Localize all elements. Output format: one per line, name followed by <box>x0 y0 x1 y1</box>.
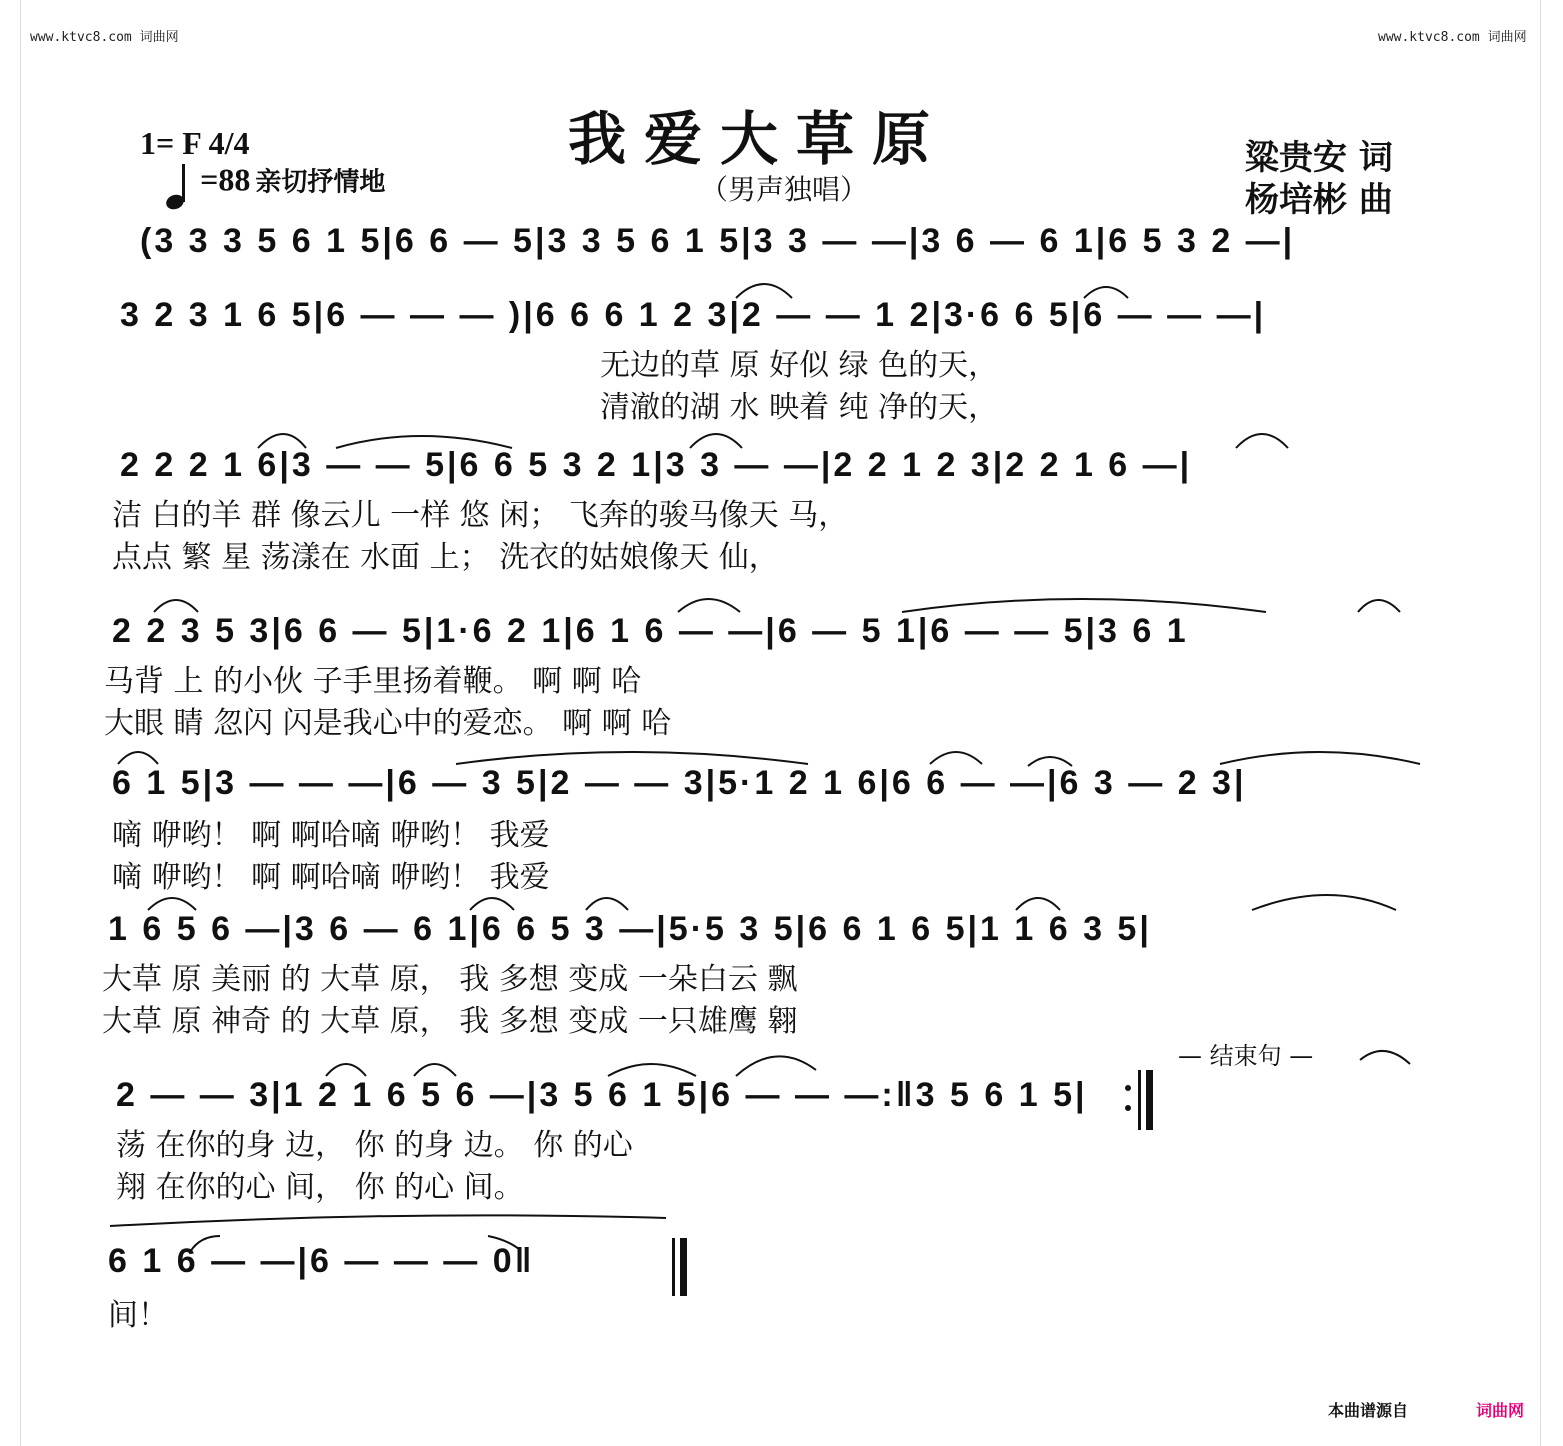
tie-slur <box>456 752 808 764</box>
tie-slur <box>736 1056 816 1076</box>
lyric-row-6-verse-2: 大草 原 神奇 的 大草 原， 我 多想 变成 一只雄鹰 翱 <box>102 1004 798 1039</box>
tempo-description: 亲切抒情地 <box>255 167 386 198</box>
right-watermark-strip <box>1547 0 1561 1446</box>
tie-slur <box>930 752 982 764</box>
tie-slur <box>110 1215 666 1226</box>
ending-phrase-marker: — 结束句 — <box>1178 1042 1314 1070</box>
tie-slur <box>678 599 740 612</box>
tie-slur <box>902 599 1266 612</box>
lyric-row-8-verse-1: 间！ <box>108 1298 168 1333</box>
tie-slur <box>1252 895 1396 910</box>
lyricist-credit: 粱贵安 词 <box>1245 138 1393 178</box>
site-link-left[interactable]: www.ktvc8.com 词曲网 <box>30 30 179 45</box>
score-row-3: 2 2 2 1 6|3 — — 5|6 6 5 3 2 1|3 3 — —|2 2 1 2 3|2 2 1 6 —| <box>120 446 1193 484</box>
tie-slur <box>608 1064 696 1076</box>
lyric-row-3-verse-2: 点点 繁 星 荡漾在 水面 上； 洗衣的姑娘像天 仙， <box>112 540 779 575</box>
repeat-barline-thick <box>1146 1070 1153 1130</box>
tie-slur <box>586 898 628 910</box>
tie-slur <box>148 898 196 910</box>
tie-slur <box>1236 434 1288 448</box>
tempo-marking <box>165 160 385 212</box>
lyric-row-7-verse-1: 荡 在你的身 边， 你 的身 边。 你 的心 <box>116 1128 633 1163</box>
site-link-right[interactable]: www.ktvc8.com 词曲网 <box>1378 30 1527 45</box>
score-row-7: 2 — — 3|1 2 1 6 5 6 —|3 5 6 1 5|6 — — —:‖3 5 6 1 5| <box>116 1076 1088 1114</box>
score-row-8: 6 1 6 — —|6 — — — 0‖ <box>108 1242 535 1280</box>
brand-link[interactable]: 词曲网 <box>1476 1401 1525 1420</box>
composer-credit: 杨培彬 曲 <box>1245 180 1393 220</box>
score-row-4: 2 2 3 5 3|6 6 — 5|1·6 2 1|6 1 6 — —|6 — 5 1|6 — — 5|3 6 1 <box>112 612 1189 650</box>
tie-slur <box>414 1064 456 1076</box>
lyric-row-3-verse-1: 洁 白的羊 群 像云儿 一样 悠 闲； 飞奔的骏马像天 马， <box>112 498 849 533</box>
repeat-barline-thin <box>1138 1070 1141 1130</box>
tie-slur <box>1360 1051 1410 1064</box>
tie-slur <box>1220 752 1420 764</box>
score-row-5: 6 1 5|3 — — —|6 — 3 5|2 — — 3|5·1 2 1 6|6 6 — —|6 3 — 2 3| <box>112 764 1247 802</box>
quarter-note-icon <box>165 160 195 212</box>
tie-slur <box>1358 600 1400 612</box>
lyric-row-4-verse-1: 马背 上 的小伙 子手里扬着鞭。 啊 啊 哈 <box>104 664 642 699</box>
lyric-row-6-verse-1: 大草 原 美丽 的 大草 原， 我 多想 变成 一朵白云 飘 <box>102 962 798 997</box>
tie-slur <box>118 752 158 764</box>
repeat-dot <box>1125 1105 1131 1111</box>
lyric-row-5-verse-2: 嘀 咿哟！ 啊 啊哈嘀 咿哟！ 我爱 <box>112 860 550 895</box>
song-subtitle: （男声独唱） <box>700 173 869 206</box>
lyric-row-2-verse-1: 无边的草 原 好似 绿 色的天， <box>600 348 999 383</box>
final-barline-thin <box>672 1238 675 1296</box>
key-signature: 1= F 4/4 <box>140 125 250 161</box>
left-margin-line <box>20 0 21 1446</box>
lyric-row-2-verse-2: 清澈的湖 水 映着 纯 净的天， <box>600 390 999 425</box>
score-row-6: 1 6 5 6 —|3 6 — 6 1|6 6 5 3 —|5·5 3 5|6 6 1 6 5|1 1 6 3 5| <box>108 910 1152 948</box>
source-label: 本曲谱源自 <box>1328 1401 1409 1420</box>
lyric-row-4-verse-2: 大眼 睛 忽闪 闪是我心中的爱恋。 啊 啊 哈 <box>104 706 672 741</box>
score-row-2: 3 2 3 1 6 5|6 — — — )|6 6 6 1 2 3|2 — — 1 2|3·6 6 5|6 — — —| <box>120 296 1267 334</box>
tie-slur <box>470 898 514 910</box>
tie-slur <box>326 1064 366 1076</box>
right-margin-line <box>1540 0 1541 1446</box>
score-row-1: (3 3 3 5 6 1 5|6 6 — 5|3 3 5 6 1 5|3 3 — —|3 6 — 6 1|6 5 3 2 —| <box>140 222 1296 260</box>
repeat-dot <box>1125 1085 1131 1091</box>
tempo-value: =88 <box>200 161 251 198</box>
lyric-row-5-verse-1: 嘀 咿哟！ 啊 啊哈嘀 咿哟！ 我爱 <box>112 818 550 853</box>
final-barline-thick <box>680 1238 687 1296</box>
song-title: 我爱大草原 <box>568 105 949 173</box>
lyric-row-7-verse-2: 翔 在你的心 间， 你 的心 间。 <box>116 1170 524 1205</box>
tie-slur <box>154 600 198 612</box>
tie-slur <box>1016 898 1060 910</box>
left-watermark-strip <box>2 0 16 1446</box>
